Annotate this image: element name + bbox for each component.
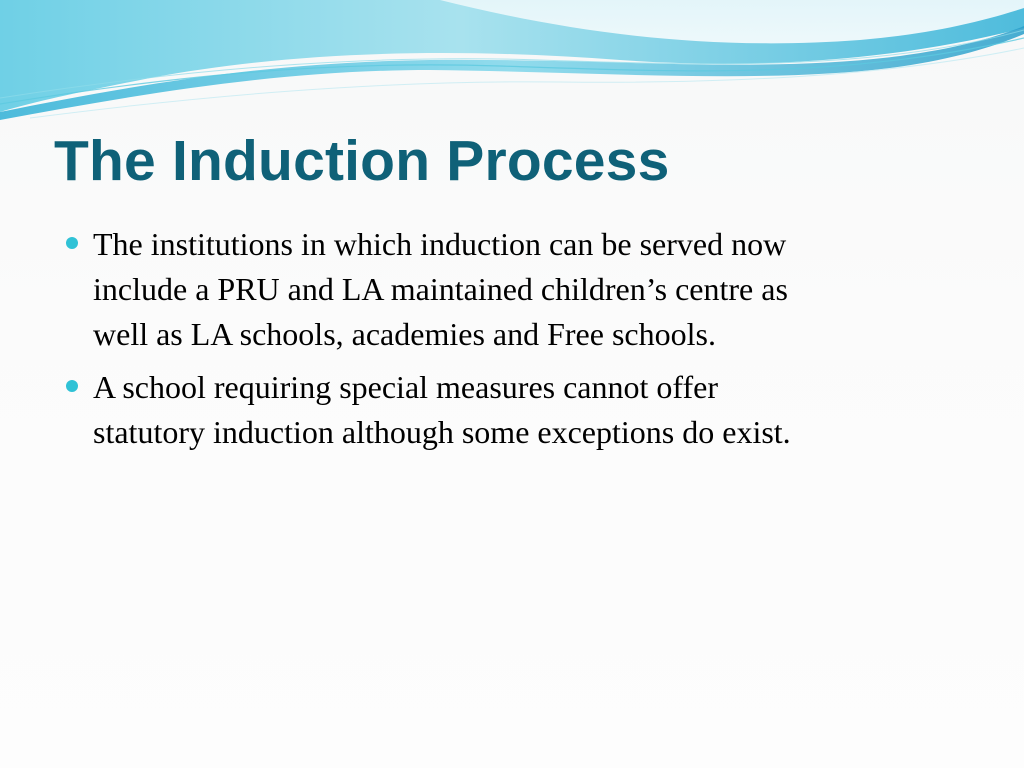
bullet-list [62, 222, 982, 463]
bullet-dot-icon [66, 237, 78, 249]
bullet-item-special-measures [62, 365, 982, 455]
wave-header-decoration [0, 0, 1024, 140]
bullet-dot-icon [66, 380, 78, 392]
bullet-line: statutory induction although some exceptions do exist. [93, 414, 791, 450]
bullet-line: The institutions in which induction can be served now [93, 226, 787, 262]
bullet-line: A school requiring special measures cannot offer [93, 369, 718, 405]
bullet-line: include a PRU and LA maintained children’s centre as [93, 271, 788, 307]
bullet-item-institutions [62, 222, 982, 357]
bullet-line: well as LA schools, academies and Free schools. [93, 316, 716, 352]
slide-title: The Induction Process [54, 129, 670, 193]
